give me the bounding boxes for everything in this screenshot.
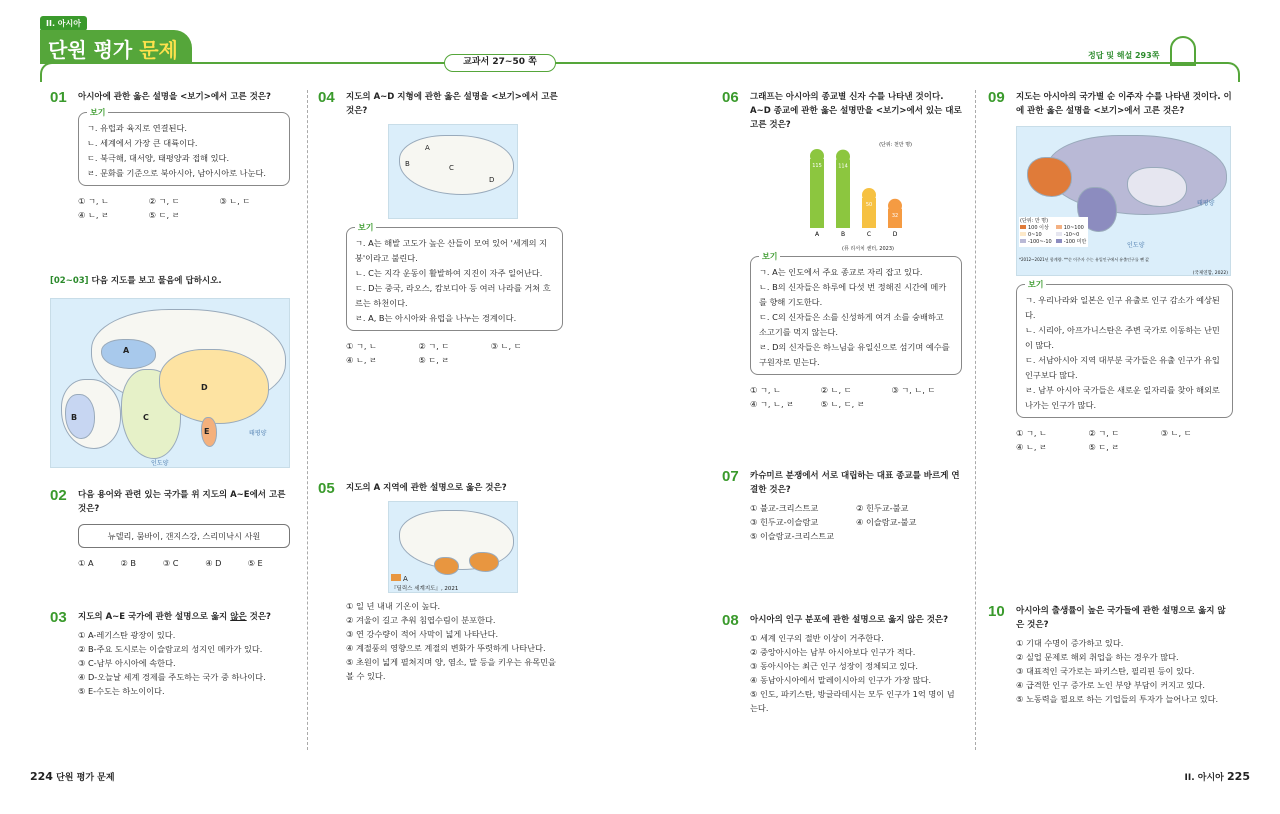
map-land [399, 135, 514, 195]
answer-options [346, 599, 563, 683]
chapter-logo-icon [1170, 36, 1196, 66]
chart-value-label: 32 [891, 212, 899, 219]
chart-category-label: C [866, 231, 872, 238]
chart-bar-cap [888, 199, 902, 213]
question-number: 03 [50, 609, 67, 626]
question-number: 07 [722, 468, 739, 485]
bogi-label: 보기 [759, 250, 780, 264]
sea-label: 태평양 [249, 430, 267, 437]
bogi-item: ㄷ. 북극해, 대서양, 태평양과 접해 있다. [87, 153, 230, 163]
question-number: 06 [722, 89, 739, 106]
option[interactable]: ⑤ ㄷ, ㄹ [1088, 442, 1120, 452]
chart-value-label: 115 [812, 163, 822, 169]
question-05 [318, 481, 563, 683]
question-text: 것은? [246, 612, 271, 622]
question-10 [988, 604, 1233, 706]
question-08 [722, 613, 962, 715]
answer-options [78, 628, 290, 698]
legend-swatch [1020, 232, 1026, 236]
map-label: B [405, 160, 410, 168]
question-text: 지도의 A~D 지형에 관한 옳은 설명을 <보기>에서 고른 것은? [346, 92, 558, 116]
question-number: 02 [50, 487, 67, 504]
textbook-pages: 교과서 27~50 쪽 [444, 54, 556, 72]
option[interactable]: ⑤ ㄷ, ㄹ [148, 210, 180, 220]
region-map [388, 501, 518, 593]
title-highlight: 문제 [139, 38, 178, 62]
map-label: C [143, 413, 149, 422]
legend-item [1020, 225, 1052, 232]
answer-options [1016, 426, 1233, 454]
map-source: (국제연합, 2022) [1192, 271, 1228, 276]
group-text: 다음 지도를 보고 물음에 답하시오. [91, 276, 222, 286]
option[interactable]: ③ 대표적인 국가로는 파키스탄, 필리핀 등이 있다. [1016, 666, 1195, 676]
legend-swatch [1056, 239, 1062, 243]
answer-options [78, 556, 290, 570]
bogi-label: 보기 [1025, 278, 1046, 292]
legend-label: 100 이상 [1028, 225, 1049, 231]
question-03 [50, 610, 290, 698]
option[interactable]: ② 힌두교-불교 [856, 503, 909, 513]
option[interactable]: ① ㄱ, ㄴ [750, 385, 781, 395]
legend-item [1020, 232, 1052, 239]
option[interactable]: ② ㄱ, ㄷ [148, 196, 180, 206]
answer-reference: 정답 및 해설 293쪽 [1088, 51, 1160, 60]
option[interactable]: ① ㄱ, ㄴ [346, 341, 377, 351]
chart-bar [810, 159, 824, 228]
option[interactable]: ⑤ ㄷ, ㄹ [418, 355, 450, 365]
map-region-a [469, 552, 499, 572]
bogi-item: ㄷ. D는 중국, 라오스, 캄보디아 등 여러 나라를 거쳐 흐르는 하천이다. [355, 283, 551, 308]
map-note: *2012~2021년 합계량. **순 이주자 수는 유입인구에서 유출인구를 뺀 값 [1019, 257, 1150, 262]
legend-title: (단위: 만 명) [1020, 218, 1049, 224]
question-number: 01 [50, 89, 67, 106]
column-1 [50, 90, 290, 698]
question-text: 다음 용어와 관련 있는 국가를 위 지도의 A~E에서 고른 것은? [78, 490, 286, 514]
chart-value-label: 50 [865, 202, 873, 208]
chart-value-label: 114 [838, 163, 848, 170]
option[interactable]: ④ 급격한 인구 증가로 노인 부양 부담이 커지고 있다. [1016, 680, 1205, 690]
migration-map [1016, 126, 1231, 276]
column-divider [975, 90, 976, 750]
question-number: 09 [988, 89, 1005, 106]
chart-bar-cap [836, 150, 850, 164]
question-text-underlined: 않은 [230, 612, 247, 622]
column-2 [318, 90, 563, 683]
option[interactable]: ④ 동남아시아에서 말레이시아의 인구가 가장 많다. [750, 675, 932, 685]
question-text: 지도는 아시아의 국가별 순 이주자 수를 나타낸 것이다. 이에 관한 옳은 설명을 <보기>에서 고른 것은? [1016, 92, 1232, 116]
question-text: 카슈미르 분쟁에서 서로 대립하는 대표 종교를 바르게 연결한 것은? [750, 471, 960, 495]
option[interactable]: ③ 힌두교-이슬람교 [750, 517, 819, 527]
chart-bar [836, 160, 850, 228]
map-label: D [201, 383, 208, 392]
option[interactable]: ② B [120, 558, 136, 568]
option[interactable]: ③ ㄱ, ㄴ, ㄷ [891, 385, 936, 395]
map-source: 『딜릭스 세계지도』, 2021 [391, 586, 459, 592]
option[interactable]: ① A [78, 558, 94, 568]
page-number-left: 224 [30, 770, 53, 783]
option[interactable]: ① 불교-크리스트교 [750, 503, 819, 513]
map-label: A [425, 144, 430, 152]
legend-item [1056, 232, 1088, 239]
sea-label: 인도양 [1127, 242, 1145, 249]
option[interactable]: ① ㄱ, ㄴ [1016, 428, 1047, 438]
option[interactable]: ⑤ E [247, 558, 263, 568]
bogi-item: ㄴ. C는 지각 운동이 활발하여 지진이 자주 일어난다. [355, 268, 543, 278]
legend-swatch [391, 574, 401, 581]
option[interactable]: ④ D [205, 558, 222, 568]
bogi-box [1016, 280, 1233, 418]
religion-chart [802, 138, 912, 252]
legend-label: -10~0 [1063, 232, 1080, 238]
bogi-item: ㄱ. 유럽과 육지로 연결된다. [87, 123, 188, 133]
question-09 [988, 90, 1233, 454]
bogi-item: ㄷ. C의 신자들은 소를 신성하게 여겨 소를 숭배하고 소고기를 먹지 않는다. [759, 312, 944, 337]
legend-swatch [1020, 239, 1026, 243]
question-text: 아시아의 출생률이 높은 국가들에 관한 설명으로 옳지 않은 것은? [1016, 606, 1226, 630]
option[interactable]: ④ ㄴ, ㄹ [1016, 442, 1047, 452]
page-number-right: 225 [1227, 770, 1250, 783]
footer-right [1185, 770, 1250, 783]
question-text: 지도의 A 지역에 관한 설명으로 옳은 것은? [346, 483, 507, 493]
option[interactable]: ⑤ E-수도는 하노이이다. [78, 686, 165, 696]
option[interactable]: ③ ㄴ, ㄷ [219, 196, 251, 206]
column-3 [722, 90, 962, 715]
option[interactable]: ① ㄱ, ㄴ [78, 196, 109, 206]
option[interactable]: ② ㄱ, ㄷ [1088, 428, 1120, 438]
option[interactable]: ③ ㄴ, ㄷ [490, 341, 522, 351]
option[interactable]: ① 세계 인구의 절반 이상이 거주한다. [750, 633, 884, 643]
question-text: 아시아의 인구 분포에 관한 설명으로 옳지 않은 것은? [750, 615, 949, 625]
legend-grid [1020, 225, 1087, 246]
bogi-item: ㄴ. 세계에서 가장 큰 대륙이다. [87, 138, 198, 148]
footer-right-text: II. 아시아 [1184, 773, 1224, 783]
legend-label: -100~-10 [1028, 239, 1052, 245]
option[interactable]: ② 실업 문제로 해외 취업을 하는 경우가 많다. [1016, 652, 1179, 662]
question-text: 그래프는 아시아의 종교별 신자 수를 나타낸 것이다. A~D 종교에 관한 옳은 설명만을 <보기>에서 있는 대로 고른 것은? [750, 92, 962, 130]
section-tag: II. 아시아 [40, 16, 87, 31]
answer-options [750, 383, 962, 411]
legend-label: A [403, 575, 408, 583]
legend-swatch [1056, 225, 1062, 229]
answer-options [750, 631, 962, 715]
bogi-item: ㄱ. A는 해발 고도가 높은 산들이 모여 있어 '세계의 지붕'이라고 불린다. [355, 238, 548, 263]
answer-options [750, 501, 962, 543]
column-4 [988, 90, 1233, 706]
option[interactable]: ② 겨울이 길고 추워 침엽수림이 분포한다. [346, 615, 496, 625]
map-label: D [489, 176, 495, 184]
title-main: 단원 평가 [48, 38, 133, 62]
answer-options [1016, 636, 1233, 706]
chart-unit: (단위: 천만 명) [879, 142, 912, 148]
option[interactable]: ③ 동아시아는 최근 인구 성장이 정체되고 있다. [750, 661, 918, 671]
option[interactable]: ⑤ 초원이 넓게 펼쳐지며 양, 염소, 말 등을 키우는 유목민을 볼 수 있다. [346, 657, 556, 681]
option[interactable]: ④ D-오늘날 세계 경제를 주도하는 국가 중 하나이다. [78, 672, 266, 682]
map-label: B [71, 413, 78, 422]
chart-category-label: B [840, 231, 846, 238]
bogi-item: ㄹ. D의 신자들은 하느님을 유일신으로 섬기며 예수를 구원자로 믿는다. [759, 342, 950, 367]
footer-left-text: 단원 평가 문제 [56, 773, 115, 783]
chart-bar-cap [862, 188, 876, 202]
question-06 [722, 90, 962, 411]
bogi-item: ㄷ. 서남아시아 지역 대부분 국가들은 유출 인구가 유입 인구보다 많다. [1025, 355, 1220, 380]
answer-options [346, 339, 563, 367]
map-label: A [123, 346, 130, 355]
bogi-label: 보기 [87, 106, 108, 120]
question-number: 05 [318, 480, 335, 497]
legend-swatch [1020, 225, 1026, 229]
option[interactable]: ② 중앙아시아는 남부 아시아보다 인구가 적다. [750, 647, 916, 657]
option[interactable]: ④ 계절풍의 영향으로 계절의 변화가 뚜렷하게 나타난다. [346, 643, 546, 653]
map-label: E [204, 427, 210, 436]
option[interactable]: ④ ㄴ, ㄹ [78, 210, 109, 220]
option[interactable]: ③ ㄴ, ㄷ [1160, 428, 1192, 438]
bogi-item: ㄱ. A는 인도에서 주요 종교로 자리 잡고 있다. [759, 267, 923, 277]
question-number: 04 [318, 89, 335, 106]
page-title [40, 30, 192, 64]
legend-item [1056, 239, 1088, 246]
column-divider [307, 90, 308, 750]
chart-svg [802, 146, 912, 242]
bogi-box [346, 223, 563, 331]
option[interactable]: ③ C-남부 아시아에 속한다. [78, 658, 176, 668]
option[interactable]: ② ㄴ, ㄷ [820, 385, 852, 395]
question-07 [722, 469, 962, 543]
option[interactable]: ⑤ 노동력을 필요로 하는 기업들의 투자가 늘어나고 있다. [1016, 694, 1219, 704]
bogi-box [750, 252, 962, 375]
option[interactable]: ④ ㄴ, ㄹ [346, 355, 377, 365]
map-label: C [449, 164, 454, 172]
terms-box: 뉴델리, 뭄바이, 갠지스강, 스리미낙시 사원 [78, 524, 290, 548]
option[interactable]: ⑤ 이슬람교-크리스트교 [750, 531, 835, 541]
option[interactable]: ⑤ ㄴ, ㄷ, ㄹ [820, 399, 865, 409]
option[interactable]: ② ㄱ, ㄷ [418, 341, 450, 351]
legend-item [1056, 225, 1088, 232]
option[interactable]: ③ 연 강수량이 적어 사막이 넓게 나타난다. [346, 629, 499, 639]
bogi-item: ㄹ. 문화를 기준으로 북아시아, 남아시아로 나눈다. [87, 168, 267, 178]
sea-label: 태평양 [1197, 200, 1215, 207]
question-group-02-03 [50, 274, 290, 468]
question-04 [318, 90, 563, 367]
option[interactable]: ④ 이슬람교-불교 [856, 517, 917, 527]
sea-label: 인도양 [151, 460, 169, 467]
legend-item [1020, 239, 1052, 246]
option[interactable]: ① 기대 수명이 증가하고 있다. [1016, 638, 1124, 648]
legend-label: -100 미만 [1063, 239, 1087, 245]
map-region-a [434, 557, 459, 575]
bogi-item: ㄴ. 시리아, 아프가니스탄은 주변 국가로 이동하는 난민이 많다. [1025, 325, 1220, 350]
chart-category-label: D [892, 231, 898, 238]
option[interactable]: ⑤ 인도, 파키스탄, 방글라데시는 모두 인구가 1억 명이 넘는다. [750, 689, 955, 713]
question-number: 08 [722, 612, 739, 629]
chart-category-label: A [814, 231, 820, 238]
map-region [1027, 157, 1072, 197]
legend-label: 0~10 [1028, 232, 1042, 238]
question-02 [50, 488, 290, 570]
terrain-map [388, 124, 518, 219]
chart-bar-cap [810, 149, 824, 163]
question-01 [50, 90, 290, 222]
bogi-item: ㄹ. 남부 아시아 국가들은 새로운 일자리를 찾아 해외로 나가는 인구가 많다. [1025, 385, 1220, 410]
option[interactable]: ② B-주요 도시로는 이슬람교의 성지인 메카가 있다. [78, 644, 263, 654]
answer-options [78, 194, 290, 222]
option[interactable]: ① A-레기스탄 광장이 있다. [78, 630, 176, 640]
option[interactable]: ① 일 년 내내 기온이 높다. [346, 601, 441, 611]
bogi-item: ㄱ. 우리나라와 일본은 인구 유출로 인구 감소가 예상된다. [1025, 295, 1220, 320]
footer-left [30, 770, 115, 783]
option[interactable]: ④ ㄱ, ㄴ, ㄹ [750, 399, 795, 409]
asia-map [50, 298, 290, 468]
header-frame [40, 62, 1240, 82]
bogi-item: ㄴ. B의 신자들은 하루에 다섯 번 정해진 시간에 메카를 향해 기도한다. [759, 282, 947, 307]
map-region-b [65, 394, 95, 439]
chart-source: (퓨 리서치 센터, 2023) [842, 246, 894, 252]
legend-swatch [1056, 232, 1062, 236]
option[interactable]: ③ C [162, 558, 179, 568]
bogi-label: 보기 [355, 221, 376, 235]
question-text: 아시아에 관한 옳은 설명을 <보기>에서 고른 것은? [78, 92, 271, 102]
map-legend [1019, 217, 1088, 247]
legend-label: 10~100 [1063, 225, 1084, 231]
bogi-box [78, 108, 290, 186]
question-text: 지도의 A~E 국가에 관한 설명으로 옳지 [78, 612, 231, 622]
group-label: [02~03] [50, 276, 89, 286]
bogi-item: ㄹ. A, B는 아시아와 유럽을 나누는 경계이다. [355, 313, 517, 323]
question-number: 10 [988, 603, 1005, 620]
